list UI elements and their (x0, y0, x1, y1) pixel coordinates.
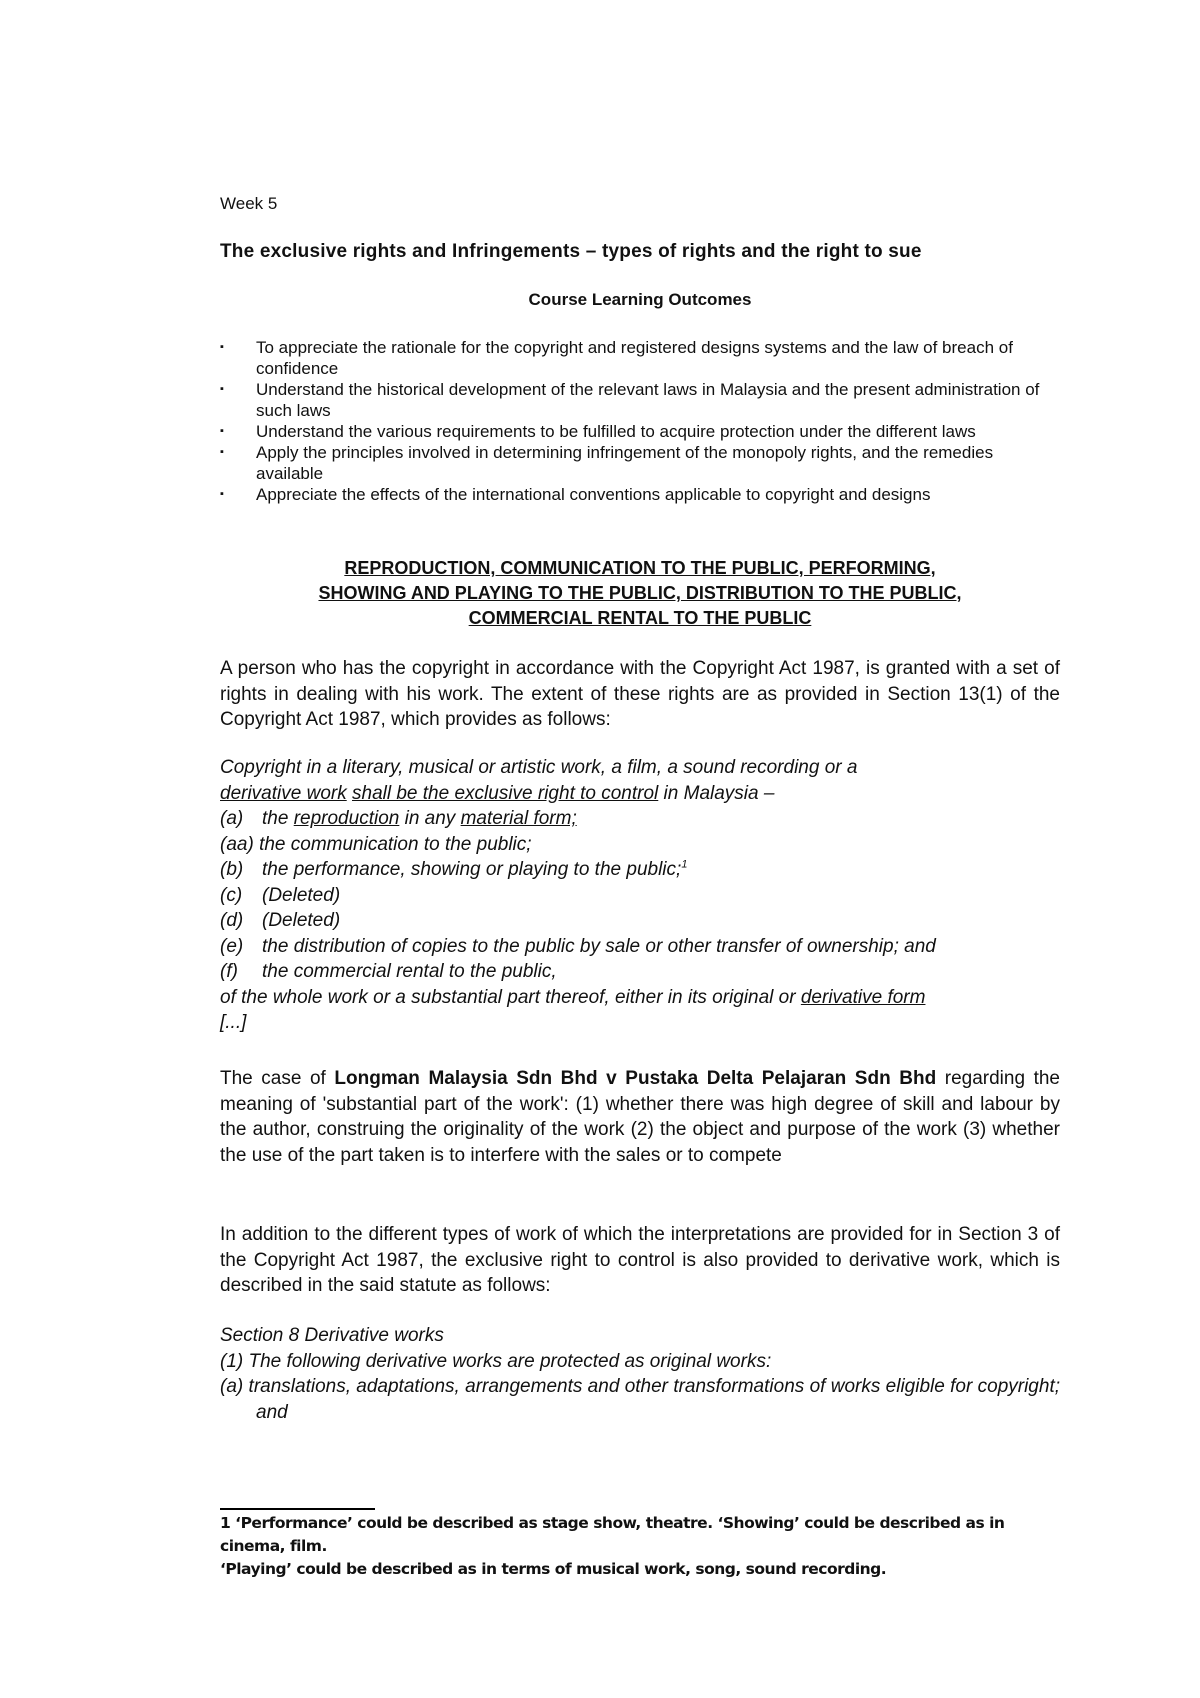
footnote-line: 1 ‘Performance’ could be described as stage show, theatre. ‘Showing’ could be described as in cinema, film. (220, 1514, 1005, 1555)
learning-outcomes-heading: Course Learning Outcomes (528, 290, 752, 309)
footnote-line: ‘Playing’ could be described as in terms of musical work, song, sound recording. (220, 1560, 887, 1578)
statute-intro-continued: derivative work shall be the exclusive right to control in Malaysia – (220, 782, 775, 804)
statute-intro: Copyright in a literary, musical or artistic work, a film, a sound recording or a (220, 757, 858, 778)
statute-item-e: (e) the distribution of copies to the public by sale or other transfer of ownership; and (220, 935, 936, 957)
statute-item-f: (f) the commercial rental to the public, (220, 961, 557, 982)
section-heading-line: REPRODUCTION, COMMUNICATION TO THE PUBLIC, PERFORMING, (344, 558, 936, 578)
section-8-item-1: (1) The following derivative works are protected as original works: (220, 1350, 772, 1372)
statute-item-b: (b) the performance, showing or playing to the public;$^1$ (220, 858, 688, 880)
list-item: ▪ To appreciate the rationale for the copyright and registered designs systems and the law of breach of confidence (220, 337, 1060, 379)
footnote (220, 1512, 1060, 1581)
statute-item-aa: (aa) the communication to the public; (220, 833, 532, 855)
statute-item-c: (c) (Deleted) (220, 884, 341, 906)
section-heading-line: COMMERCIAL RENTAL TO THE PUBLIC (468, 608, 812, 628)
list-item: ▪ Understand the historical development of the relevant laws in Malaysia and the present administration of such laws (220, 379, 1060, 421)
footnote-reference[interactable]: 1 (681, 858, 688, 871)
paragraph-copyright-rights: A person who has the copyright in accordance with the Copyright Act 1987, is granted with a set of rights in dealing with his work. The extent of these rights are as provided in Section 13(1) of the Copyright Act 1987, which provides as follows: (220, 658, 1060, 730)
footnote-divider (220, 1508, 375, 1510)
statute-ellipsis: [...] (220, 1012, 247, 1033)
case-name: Longman Malaysia Sdn Bhd v Pustaka Delta Pelajaran Sdn Bhd (334, 1068, 937, 1089)
learning-outcomes-list (220, 337, 1060, 505)
document-title: The exclusive rights and Infringements – types of rights and the right to sue (220, 241, 922, 262)
section-8-item-a: (a) translations, adaptations, arrangements and other transformations of works eligible for copyright; and (220, 1376, 1060, 1423)
statute-closing: of the whole work or a substantial part thereof, either in its original or derivative form (220, 986, 926, 1008)
statute-item-a: (a) the reproduction in any material form; (220, 808, 577, 829)
week-label: Week 5 (220, 194, 278, 213)
paragraph-longman-case: The case of Longman Malaysia Sdn Bhd v Pustaka Delta Pelajaran Sdn Bhd regarding the meaning of 'substantial part of the work': (1) whether there was high degree of skill and labour by the author, construing the originality of the work (2) the object and purpose of the work (3) whether the use of the part taken is to interfere with the sales or to compete (220, 1068, 1060, 1166)
statute-item-d: (d) (Deleted) (220, 910, 341, 931)
list-item: ▪ Understand the various requirements to be fulfilled to acquire protection under the different laws (220, 421, 1060, 442)
paragraph-derivative-work: In addition to the different types of work of which the interpretations are provided for in Section 3 of the Copyright Act 1987, the exclusive right to control is also provided to derivative work, which is described in the said statute as follows: (220, 1224, 1060, 1296)
list-item: ▪ Appreciate the effects of the international conventions applicable to copyright and designs (220, 484, 1060, 505)
section-8-heading: Section 8 Derivative works (220, 1325, 444, 1346)
section-heading (220, 556, 1060, 631)
statute-quote-section-8 (220, 1323, 1060, 1425)
statute-quote-section-13 (220, 755, 1060, 1036)
list-item: ▪ Apply the principles involved in determining infringement of the monopoly rights, and the remedies available (220, 442, 1060, 484)
section-heading-line: SHOWING AND PLAYING TO THE PUBLIC, DISTRIBUTION TO THE PUBLIC, (318, 583, 962, 603)
